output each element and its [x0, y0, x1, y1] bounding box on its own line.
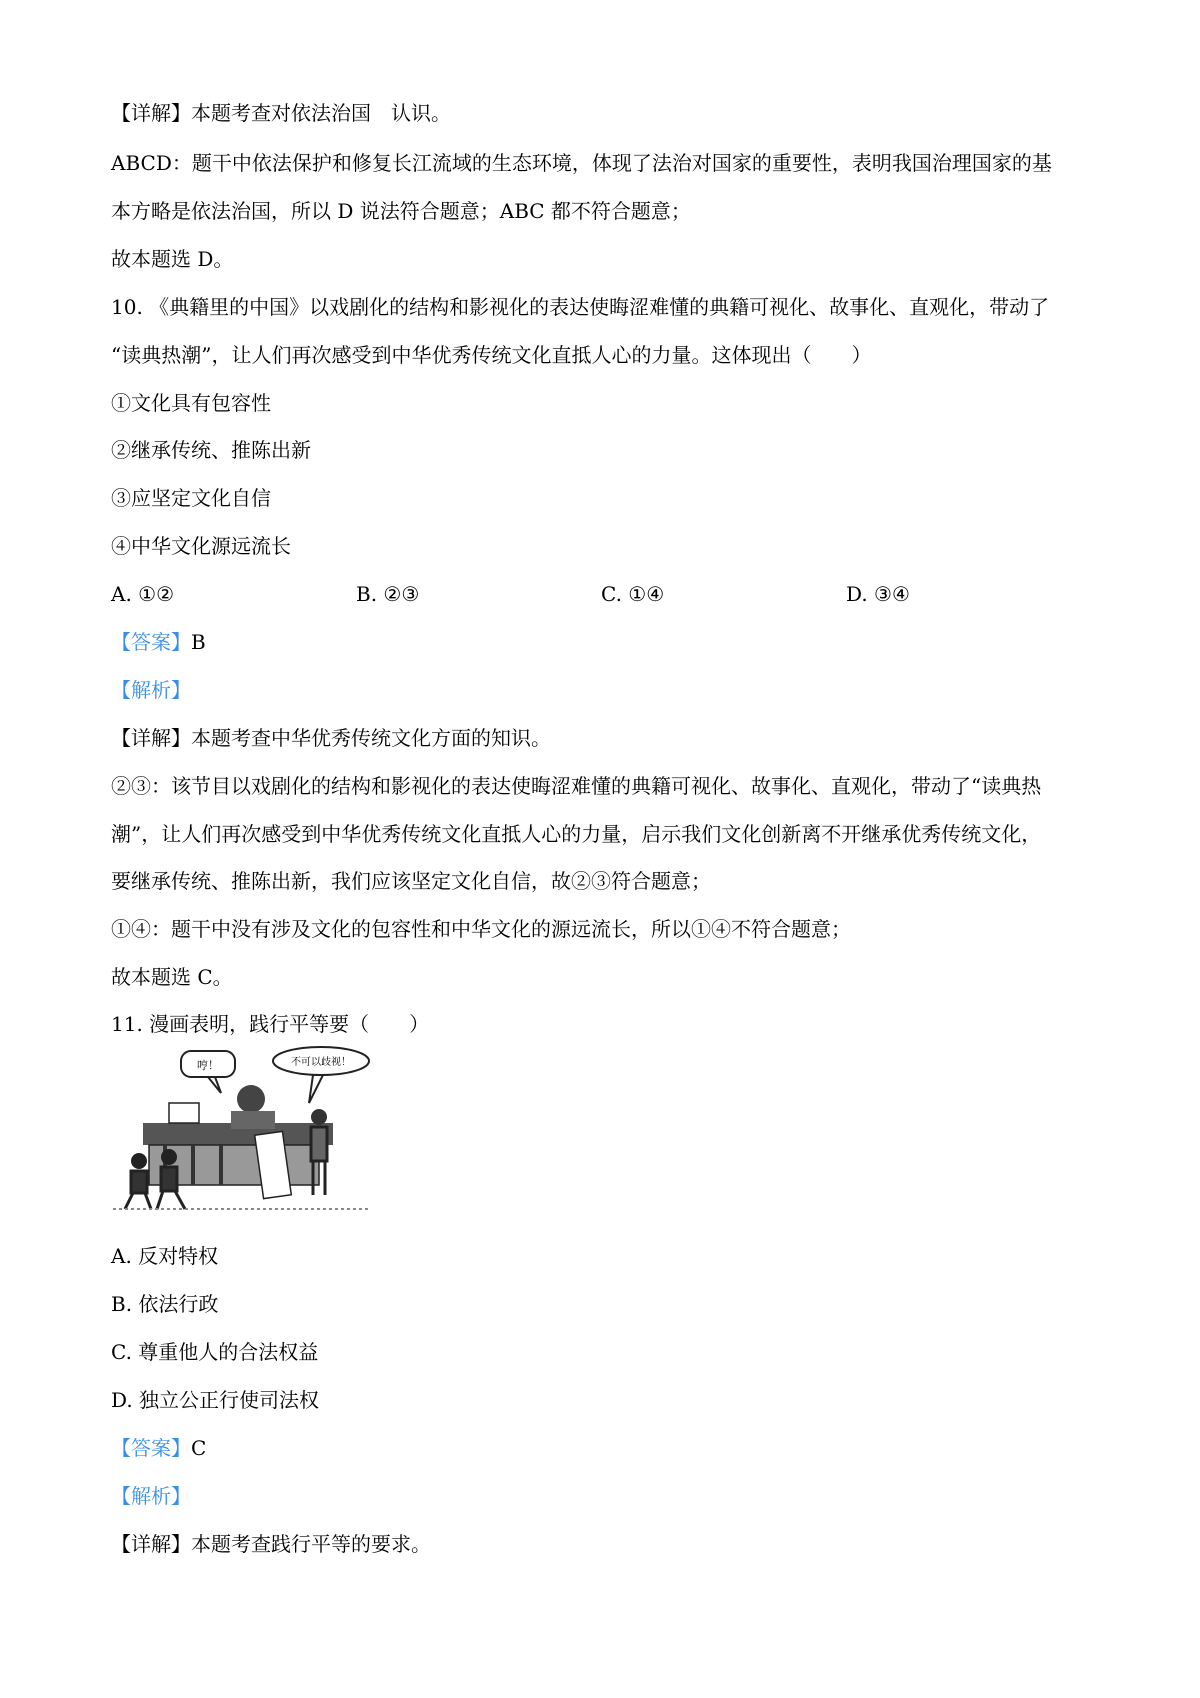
- answer-value: B: [191, 630, 206, 654]
- bubble-right-text: 不可以歧视！: [291, 1057, 351, 1068]
- answer-label: 【答案】: [111, 630, 191, 654]
- question-10-options: [111, 581, 1091, 607]
- bubble-left-text: 哼！: [197, 1059, 219, 1072]
- option-c: C. ①④: [601, 582, 665, 606]
- question-11: 11. 漫画表明，践行平等要（ ）: [111, 1012, 430, 1036]
- official-head: [237, 1085, 265, 1113]
- cartoon-image: [113, 1045, 371, 1213]
- answer-q10: [111, 629, 206, 655]
- speech-bubble-left-tail: [208, 1077, 221, 1093]
- option-d: D. ③④: [846, 582, 910, 606]
- detail-q11: 【详解】本题考查践行平等的要求。: [111, 1532, 431, 1556]
- analysis-q9-line2: 本方略是依法治国，所以 D 说法符合题意；ABC 都不符合题意；: [111, 199, 691, 223]
- q11-option-c: C. 尊重他人的合法权益: [111, 1340, 319, 1364]
- option-b: B. ②③: [356, 582, 420, 606]
- analysis-q9-line1: ABCD：题干中依法保护和修复长江流域的生态环境，体现了法治对国家的重要性，表明我国治理国家的基: [111, 151, 1052, 175]
- statement-1: ①文化具有包容性: [111, 391, 271, 415]
- answer-value: C: [191, 1436, 207, 1460]
- statement-2: ②继承传统、推陈出新: [111, 438, 311, 462]
- explanation-q10-line3: 要继承传统、推陈出新，我们应该坚定文化自信，故②③符合题意；: [111, 869, 711, 893]
- statement-4: ④中华文化源远流长: [111, 534, 291, 558]
- explanation-q10-line1: ②③：该节目以戏剧化的结构和影视化的表达使晦涩难懂的典籍可视化、故事化、直观化，带动了“读典热: [111, 774, 1042, 798]
- answer-label: 【答案】: [111, 1436, 191, 1460]
- official-body: [231, 1111, 275, 1129]
- detail-q9: 【详解】本题考查对依法治国 认识。: [111, 101, 451, 125]
- q11-option-b: B. 依法行政: [111, 1292, 219, 1316]
- question-10-line1: 10. 《典籍里的中国》以戏剧化的结构和影视化的表达使晦涩难懂的典籍可视化、故事化、直观化，带动了: [111, 295, 1050, 319]
- conclusion-q10: 故本题选 C。: [111, 965, 233, 989]
- figure-1-head: [131, 1153, 147, 1169]
- answer-q11: [111, 1435, 206, 1461]
- analysis-label-q10: 【解析】: [111, 678, 191, 702]
- counter-sign: [169, 1103, 199, 1123]
- right-person-head: [311, 1109, 327, 1125]
- figure-2-head: [161, 1149, 177, 1165]
- option-a: A. ①②: [111, 582, 175, 606]
- q11-option-a: A. 反对特权: [111, 1244, 219, 1268]
- conclusion-q9: 故本题选 D。: [111, 247, 234, 271]
- question-10-line2: “读典热潮”，让人们再次感受到中华优秀传统文化直抵人心的力量。这体现出（ ）: [111, 343, 872, 367]
- detail-q10: 【详解】本题考查中华优秀传统文化方面的知识。: [111, 726, 551, 750]
- figure-1-body: [125, 1171, 151, 1209]
- explanation-q10-line2: 潮”，让人们再次感受到中华优秀传统文化直抵人心的力量，启示我们文化创新离不开继承优秀传统文化，: [111, 822, 1042, 846]
- explanation-q10-line4: ①④：题干中没有涉及文化的包容性和中华文化的源远流长，所以①④不符合题意；: [111, 917, 851, 941]
- analysis-label-q11: 【解析】: [111, 1484, 191, 1508]
- q11-option-d: D. 独立公正行使司法权: [111, 1388, 320, 1412]
- speech-bubble-right-tail: [309, 1075, 323, 1103]
- statement-3: ③应坚定文化自信: [111, 486, 271, 510]
